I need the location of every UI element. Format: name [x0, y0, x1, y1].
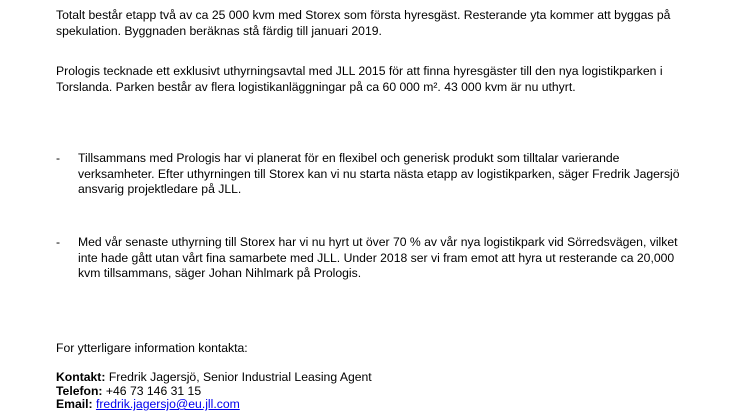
contact-name-label: Kontakt: [56, 370, 106, 384]
bullet-marker: - [56, 151, 61, 165]
bullet-quote-nihlmark [56, 235, 696, 282]
paragraph-etapp: Totalt består etapp två av ca 25 000 kvm med Storex som första hyresgäst. Resterande yta kommer att byggas på spekulation. Byggnaden beräknas stå färdig till januari 2019. [56, 8, 671, 38]
contact-phone-label: Telefon: [56, 383, 103, 398]
contact-block [56, 371, 372, 412]
contact-email-label: Email: [56, 397, 93, 411]
contact-intro: For ytterligare information kontakta: [56, 341, 248, 355]
contact-name-row [56, 371, 372, 385]
contact-phone-value: +46 73 146 31 15 [105, 383, 202, 398]
bullet-text: Med vår senaste uthyrning till Storex har vi nu hyrt ut över 70 % av vår nya logistikpark vid Sörredsvägen, vilket inte hade gått utan vårt fina samarbete med JLL. Under 2018 ser vi fram emot att hyra ut resterande ca 20,000 kvm tillsammans, säger Johan Nihlmark på Prologis. [78, 235, 678, 280]
contact-phone-row [56, 385, 372, 399]
contact-email-row [56, 398, 372, 412]
bullet-text: Tillsammans med Prologis har vi planerat för en flexibel och generisk produkt som tilltalar varierande verksamheter. Efter uthyrningen till Storex kan vi nu starta nästa etapp av logistikparken, säger Fredrik Jagersjö ansvarig projektledare på JLL. [78, 151, 680, 196]
contact-name-value: Fredrik Jagersjö, Senior Industrial Leasing Agent [108, 370, 372, 384]
paragraph-prologis: Prologis tecknade ett exklusivt uthyrningsavtal med JLL 2015 för att finna hyresgäster till den nya logistikparken i Torslanda. Parken består av flera logistikanläggningar på ca 60 000 m². 43 000 kvm är nu uthyrt. [56, 64, 663, 94]
bullet-quote-jagersjo [56, 151, 696, 198]
bullet-marker: - [56, 235, 61, 249]
contact-email-link[interactable]: fredrik.jagersjo@eu.jll.com [95, 397, 240, 411]
